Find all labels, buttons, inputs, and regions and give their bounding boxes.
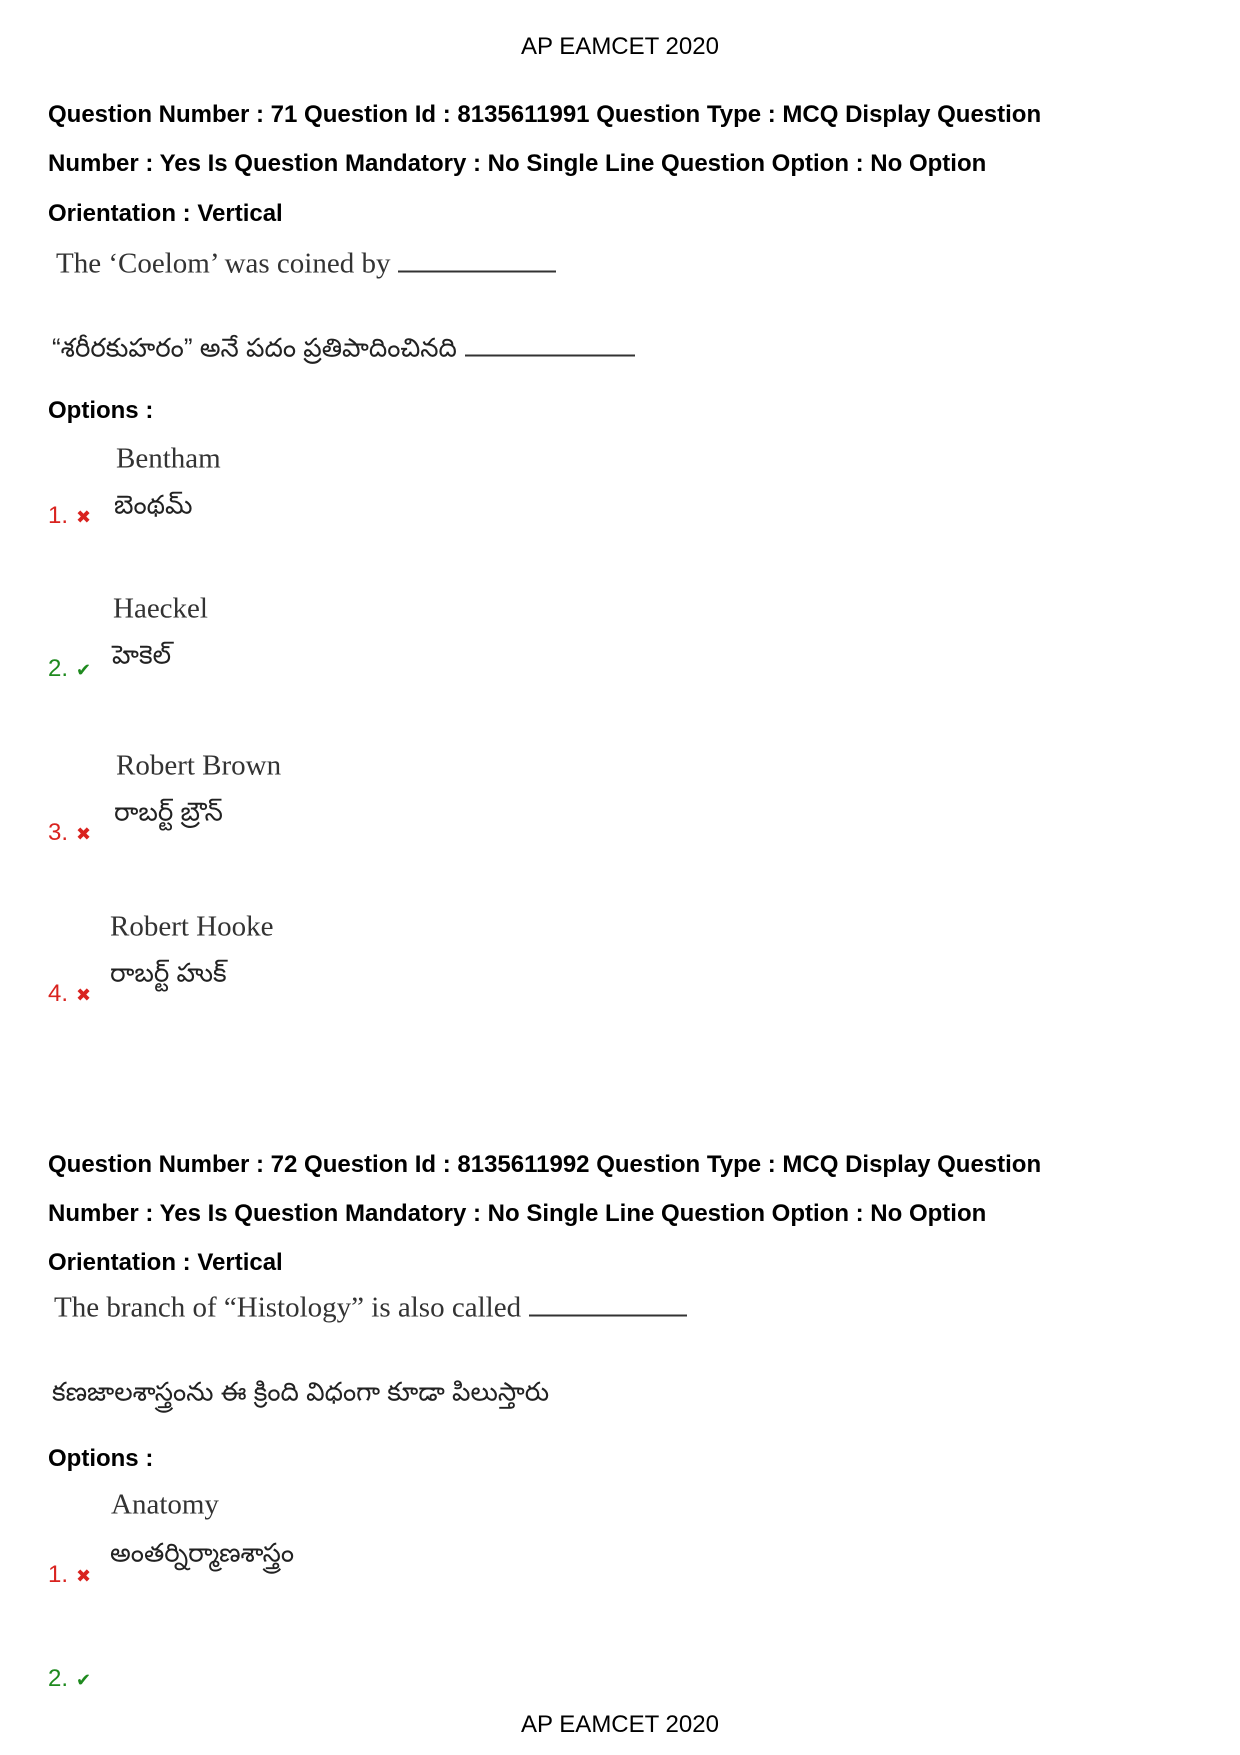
option-text-te: రాబర్ట్ బ్రౌన్	[114, 796, 223, 827]
option-text-te: బెంథమ్	[114, 489, 193, 520]
question-text-te: కణజాలశాస్త్రంను ఈ క్రింది విధంగా కూడా పిలుస్తారు	[52, 1376, 550, 1407]
page-header: AP EAMCET 2020	[521, 33, 719, 60]
option-text-en: Robert Hooke	[110, 910, 274, 943]
option-number: 1. ✖	[48, 502, 92, 529]
option-number: 2. ✔	[48, 1665, 92, 1692]
option-number: 2. ✔	[48, 655, 92, 682]
option-text-en: Haeckel	[113, 592, 208, 625]
cross-icon: ✖	[76, 824, 92, 844]
options-label: Options :	[48, 1445, 154, 1472]
question-meta-line: Question Number : 71 Question Id : 8135611991 Question Type : MCQ Display Question	[48, 101, 1042, 128]
option-text-en: Robert Brown	[116, 749, 282, 782]
question-meta-line: Question Number : 72 Question Id : 8135611992 Question Type : MCQ Display Question	[48, 1151, 1042, 1178]
option-text-en: Anatomy	[111, 1488, 219, 1521]
option-text-te: అంతర్నిర్మాణశాస్త్రం	[110, 1537, 295, 1568]
option-number: 3. ✖	[48, 819, 92, 846]
options-label: Options :	[48, 397, 154, 424]
question-meta-line: Number : Yes Is Question Mandatory : No Single Line Question Option : No Option	[48, 1200, 987, 1227]
check-icon: ✔	[76, 1670, 92, 1690]
cross-icon: ✖	[76, 1566, 92, 1586]
cross-icon: ✖	[76, 985, 92, 1005]
answer-blank	[529, 1315, 687, 1317]
question-text-te: “శరీరకుహరం” అనే పదం ప్రతిపాదించినది	[52, 333, 635, 370]
option-text-te: రాబర్ట్ హుక్	[110, 957, 227, 988]
question-meta-line: Orientation : Vertical	[48, 200, 283, 227]
answer-blank	[398, 271, 556, 273]
cross-icon: ✖	[76, 507, 92, 527]
question-meta-line: Orientation : Vertical	[48, 1249, 283, 1276]
page-footer: AP EAMCET 2020	[521, 1711, 719, 1738]
option-number: 4. ✖	[48, 980, 92, 1007]
option-text-en: Bentham	[116, 442, 221, 475]
check-icon: ✔	[76, 660, 92, 680]
option-text-te: హెకెల్	[112, 639, 172, 670]
option-number: 1. ✖	[48, 1561, 92, 1588]
question-text-en: The ‘Coelom’ was coined by	[56, 248, 556, 281]
question-text-en: The branch of “Histology” is also called	[54, 1292, 687, 1325]
question-meta-line: Number : Yes Is Question Mandatory : No Single Line Question Option : No Option	[48, 150, 987, 177]
answer-blank	[465, 355, 635, 357]
